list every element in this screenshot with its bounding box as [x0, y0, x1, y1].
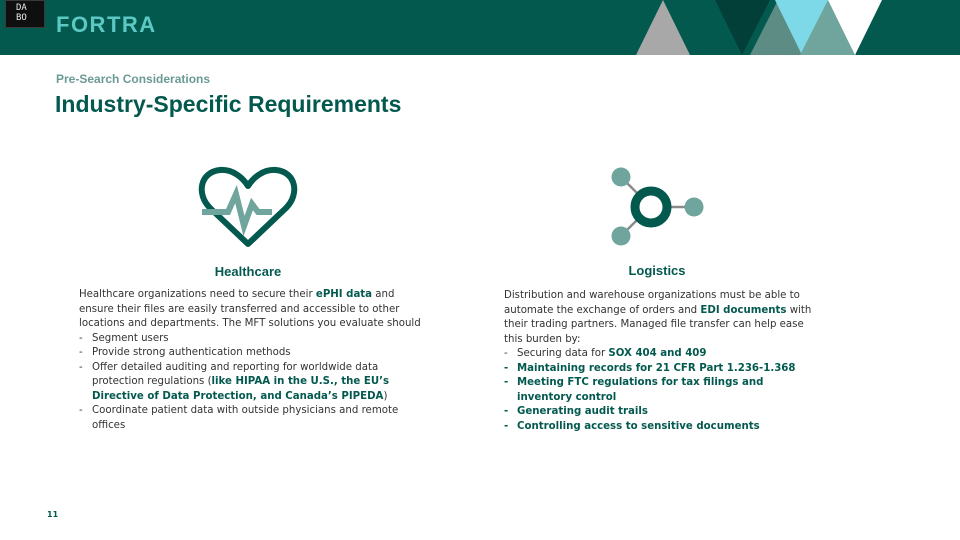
- ephi-highlight: ePHI data: [315, 289, 373, 300]
- heart-pulse-icon: [198, 164, 298, 252]
- slide-title: Industry-Specific Requirements: [55, 91, 402, 117]
- list-item: - Provide strong authentication methods: [79, 346, 429, 361]
- list-item: - Generating audit trails: [504, 405, 814, 420]
- avatar[interactable]: [5, 0, 45, 28]
- edi-highlight: EDI documents: [700, 304, 787, 316]
- list-item: - Meeting FTC regulations for tax filings and inventory control: [504, 376, 814, 405]
- logistics-body: [504, 289, 814, 434]
- slide-subtitle: Pre-Search Considerations: [56, 72, 211, 86]
- healthcare-list: [79, 332, 429, 434]
- healthcare-body: [79, 288, 429, 433]
- page-number: 11: [47, 510, 59, 519]
- header-bar: [0, 0, 960, 55]
- list-item: - Maintaining records for 21 CFR Part 1.236-1.368: [504, 362, 814, 377]
- decorative-triangles: [620, 0, 960, 55]
- healthcare-intro: Healthcare organizations need to secure their ePHI data and ensure their files are easily transferred and accessible to other locations and departments. The MFT solutions you evaluate should: [79, 289, 421, 329]
- list-item: - Offer detailed auditing and reporting for worldwide data protection regulations (like HIPAA in the U.S., the EU’s Directive of Data Protection, and Canada’s PIPEDA): [79, 361, 429, 405]
- logistics-intro: Distribution and warehouse organizations must be able to automate the exchange of orders and EDI documents with their trading partners. Managed file transfer can help ease this burden by:: [504, 290, 812, 345]
- fortra-logo: FORTRA: [56, 12, 157, 37]
- healthcare-heading: Healthcare: [214, 264, 282, 279]
- network-node-icon: [604, 163, 708, 251]
- logistics-list: [504, 347, 814, 434]
- sox-highlight: SOX 404 and 409: [608, 348, 707, 359]
- avatar-initials-top: DA: [16, 3, 27, 13]
- list-item: - Securing data for SOX 404 and 409: [504, 347, 814, 362]
- list-item: - Controlling access to sensitive documents: [504, 420, 814, 435]
- list-item: - Coordinate patient data with outside physicians and remote offices: [79, 404, 429, 433]
- triangle-grey: [636, 0, 690, 55]
- avatar-initials-bottom: BO: [16, 13, 27, 23]
- logistics-heading: Logistics: [628, 263, 686, 278]
- regulations-highlight: like HIPAA in the U.S., the EU’s Directive of Data Protection, and Canada’s PIPEDA: [92, 376, 390, 402]
- list-item: - Segment users: [79, 332, 429, 347]
